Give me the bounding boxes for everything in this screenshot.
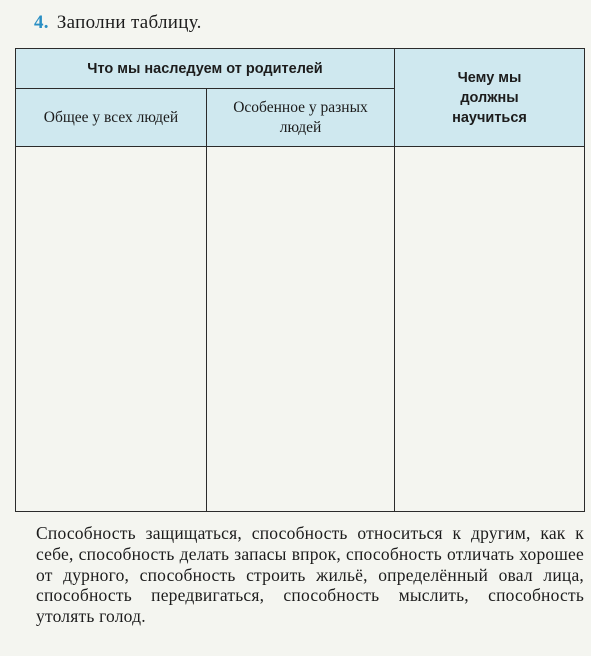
header-common-text: Общее у всех людей [43,108,179,126]
header-special [207,89,395,147]
word-bank: Способность защищаться, способность относиться к другим, как к себе, способность делать запасы впрок, способность отличать хорошее от дурного, способность строить жильё, определённый овал лица, способность передвигаться, способность мыслить, способность утолять голод. [36,523,584,627]
cell-common[interactable] [16,147,207,512]
cell-special[interactable] [207,147,395,512]
header-common [16,89,207,147]
header-learn [395,49,585,147]
task-heading [34,12,202,34]
answer-table [15,48,584,512]
header-special-text: Особенное у разных людей [233,98,368,136]
header-learn-text: Чему мы должны научиться [452,69,527,126]
header-inherit: Что мы наследуем от родителей [16,49,395,89]
cell-learn[interactable] [395,147,585,512]
task-number: 4. [34,12,49,33]
task-instruction: Заполни таблицу. [56,12,202,33]
